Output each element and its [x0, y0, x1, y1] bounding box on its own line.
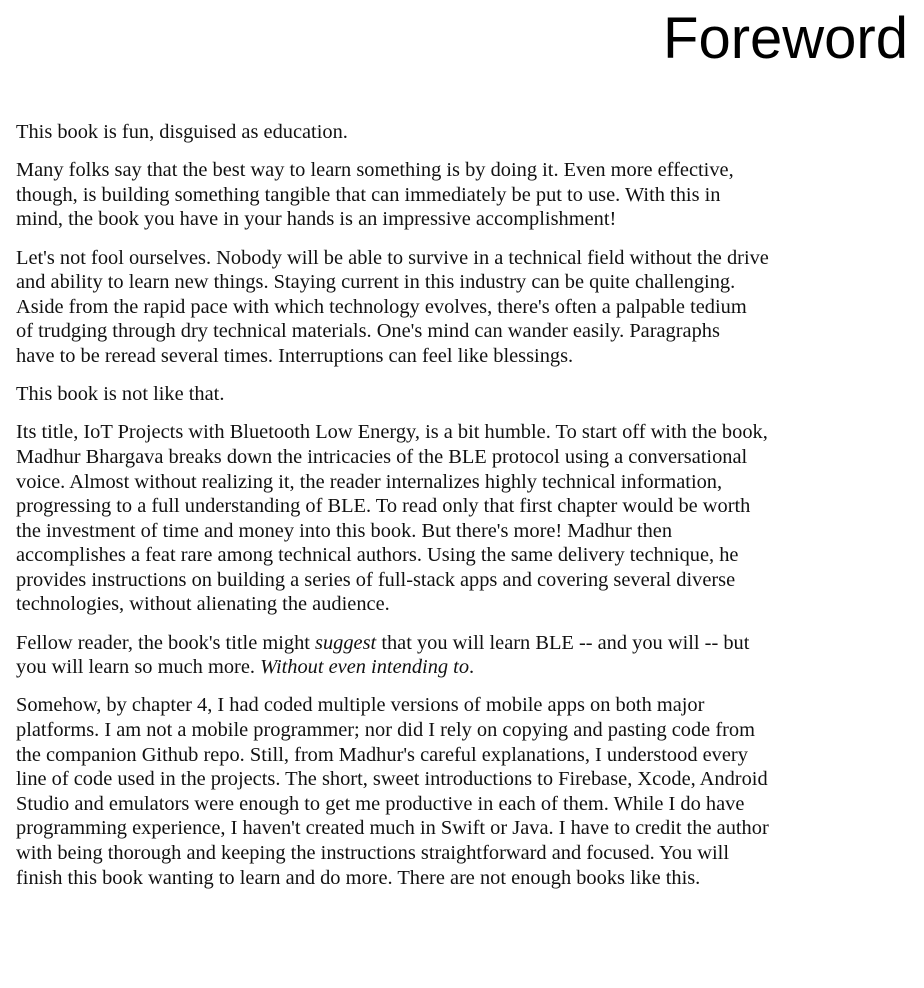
text-run: Fellow reader, the book's title might: [16, 631, 316, 654]
text-line: platforms. I am not a mobile programmer; nor did I rely on copying and pasting code from: [16, 719, 755, 742]
text-run: .: [469, 656, 475, 679]
text-line: of trudging through dry technical materials. One's mind can wander easily. Paragraphs: [16, 320, 720, 343]
paragraph-2: [16, 158, 916, 232]
text-line: This book is fun, disguised as education.: [16, 121, 348, 143]
text-line: line of code used in the projects. The short, sweet introductions to Firebase, Xcode, Android: [16, 768, 768, 791]
emphasis-text: Without even intending to: [260, 656, 470, 679]
text-line: provides instructions on building a series of full-stack apps and covering several diverse: [16, 568, 736, 591]
text-line: progressing to a full understanding of BLE. To read only that first chapter would be worth: [16, 495, 751, 518]
paragraph-5: [16, 420, 916, 617]
text-line: Let's not fool ourselves. Nobody will be able to survive in a technical field without the drive: [16, 246, 769, 269]
text-line: with being thorough and keeping the instructions straightforward and focused. You will: [16, 842, 729, 864]
text-line: finish this book wanting to learn and do more. There are not enough books like this.: [16, 866, 701, 889]
emphasis-text: suggest: [315, 631, 377, 654]
text-line: [16, 655, 916, 680]
text-line: This book is not like that.: [16, 383, 225, 406]
text-line: Many folks say that the best way to learn something is by doing it. Even more effective,: [16, 159, 734, 182]
paragraph-4: [16, 382, 916, 407]
text-run: you will learn so much more.: [16, 656, 261, 679]
text-line: Aside from the rapid pace with which technology evolves, there's often a palpable tedium: [16, 295, 747, 318]
text-line: have to be reread several times. Interruptions can feel like blessings.: [16, 344, 574, 367]
text-line: voice. Almost without realizing it, the reader internalizes highly technical information,: [16, 470, 723, 493]
text-run: that you will learn BLE -- and you will -- but: [376, 631, 750, 654]
text-line: technologies, without alienating the audience.: [16, 593, 390, 616]
text-line: mind, the book you have in your hands is an impressive accomplishment!: [16, 208, 617, 231]
text-line: [16, 631, 916, 656]
text-line: the investment of time and money into this book. But there's more! Madhur then: [16, 519, 673, 542]
page-title: Foreword: [663, 6, 908, 71]
text-line: and ability to learn new things. Staying current in this industry can be quite challenging.: [16, 271, 736, 294]
paragraph-1: [16, 120, 916, 145]
text-line: Studio and emulators were enough to get me productive in each of them. While I do have: [16, 792, 745, 815]
text-line: accomplishes a feat rare among technical authors. Using the same delivery technique, he: [16, 544, 739, 567]
text-line: Its title, IoT Projects with Bluetooth Low Energy, is a bit humble. To start off with the book,: [16, 421, 768, 444]
text-line: Somehow, by chapter 4, I had coded multiple versions of mobile apps on both major: [16, 694, 705, 717]
foreword-body: [16, 120, 916, 904]
text-line: though, is building something tangible that can immediately be put to use. With this in: [16, 183, 721, 206]
text-line: programming experience, I haven't created much in Swift or Java. I have to credit the author: [16, 817, 769, 840]
paragraph-6: [16, 631, 916, 680]
paragraph-7: [16, 693, 916, 890]
paragraph-3: [16, 246, 916, 369]
text-line: Madhur Bhargava breaks down the intricacies of the BLE protocol using a conversational: [16, 445, 748, 468]
text-line: the companion Github repo. Still, from Madhur's careful explanations, I understood every: [16, 743, 748, 766]
